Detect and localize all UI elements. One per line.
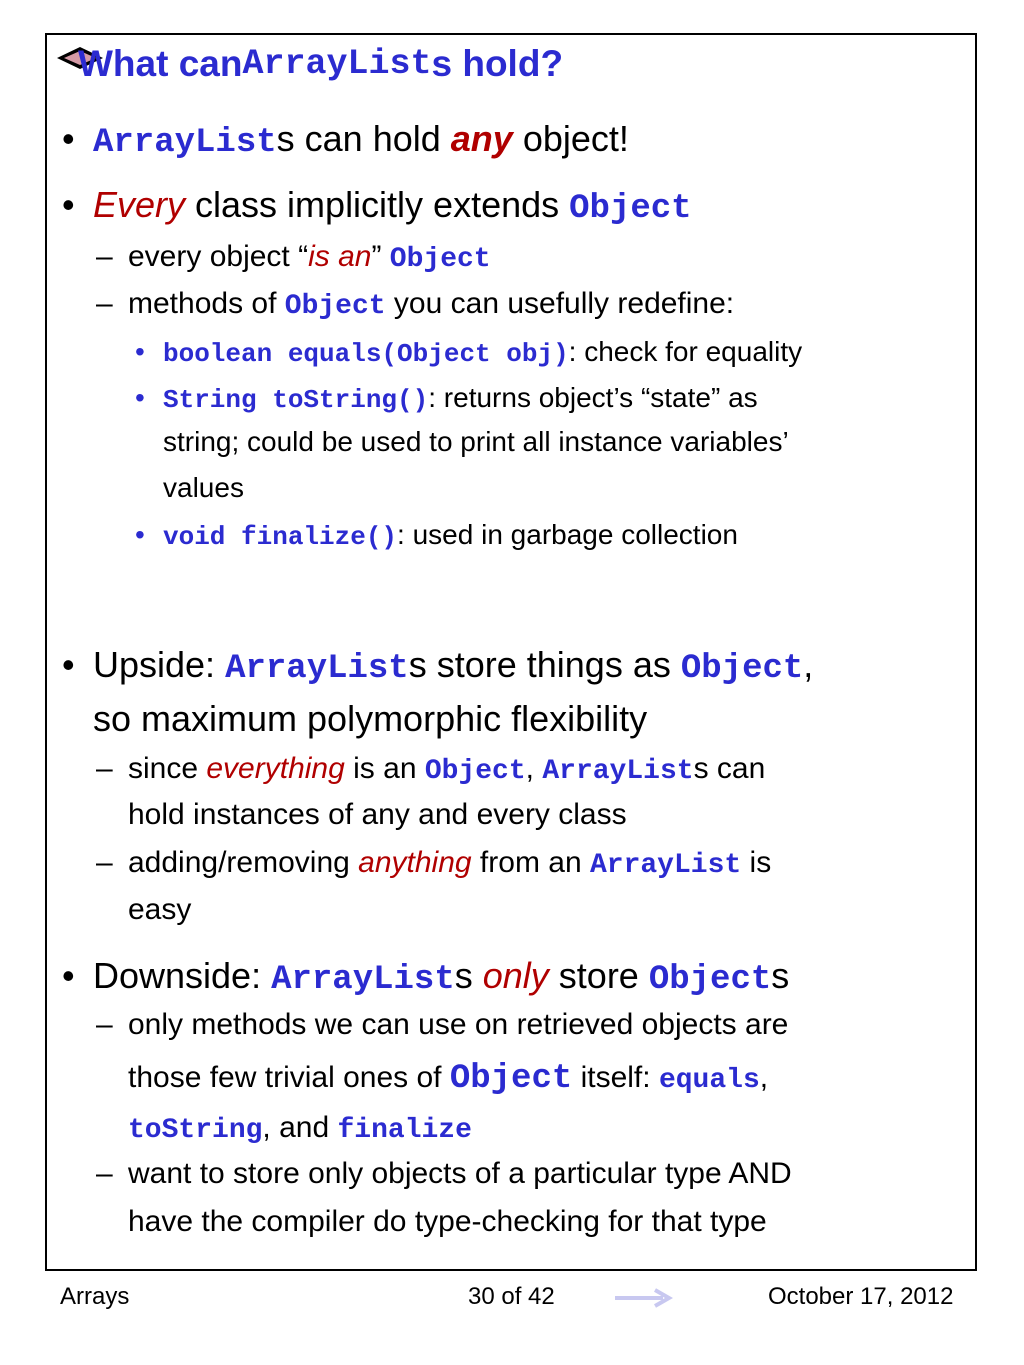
sub-everything-cont: hold instances of any and every class — [128, 798, 627, 831]
sub-methods-of-object: methods of Object you can usefully redefine: — [128, 287, 735, 322]
bullet-glyph: • — [135, 519, 145, 550]
footer-date: October 17, 2012 — [768, 1283, 954, 1310]
next-arrow-icon[interactable] — [613, 1286, 673, 1310]
dash-glyph: – — [96, 1008, 113, 1041]
bullet-glyph: • — [62, 644, 75, 685]
method-tostring: String toString(): returns object’s “state” as — [163, 382, 758, 415]
dash-glyph: – — [96, 287, 113, 320]
bullet-glyph: • — [62, 184, 75, 225]
bullet-glyph: • — [135, 336, 145, 367]
bullet-glyph: • — [135, 382, 145, 413]
method-equals: boolean equals(Object obj): check for equality — [163, 336, 803, 369]
bullet-downside: Downside: ArrayLists only store Objects — [93, 955, 790, 999]
method-tostring-cont: string; could be used to print all instance variables’ — [163, 426, 789, 457]
footer-page-number: 30 of 42 — [468, 1283, 555, 1310]
sub-type-checking: want to store only objects of a particular type AND — [128, 1157, 792, 1190]
sub-only-methods-cont: those few trivial ones of Object itself: equals, — [128, 1060, 769, 1098]
bullet-anything: ArrayLists can hold any object! — [93, 118, 629, 162]
sub-only-methods: only methods we can use on retrieved objects are — [128, 1008, 789, 1041]
bullet-glyph: • — [62, 955, 75, 996]
dash-glyph: – — [96, 1157, 113, 1190]
sub-type-checking-cont: have the compiler do type-checking for that type — [128, 1205, 767, 1238]
method-finalize: void finalize(): used in garbage collection — [163, 519, 738, 552]
sub-everything-is-object: since everything is an Object, ArrayLists can — [128, 752, 766, 787]
bullet-glyph: • — [62, 118, 75, 159]
slide-title: What can ArrayList s hold? — [78, 43, 564, 84]
sub-adding-cont: easy — [128, 893, 192, 926]
bullet-upside-cont: so maximum polymorphic flexibility — [93, 698, 648, 739]
sub-only-methods-cont: toString, and finalize — [128, 1111, 472, 1146]
sub-adding-removing: adding/removing anything from an ArrayList is — [128, 846, 772, 881]
dash-glyph: – — [96, 752, 113, 785]
dash-glyph: – — [96, 240, 113, 273]
dash-glyph: – — [96, 846, 113, 879]
bullet-upside: Upside: ArrayLists store things as Object, — [93, 644, 814, 688]
footer-section-name: Arrays — [60, 1283, 130, 1310]
sub-is-an-object: every object “is an” Object — [128, 240, 491, 275]
method-tostring-cont: values — [163, 472, 244, 503]
bullet-every-class: Every class implicitly extends Object — [93, 184, 692, 228]
